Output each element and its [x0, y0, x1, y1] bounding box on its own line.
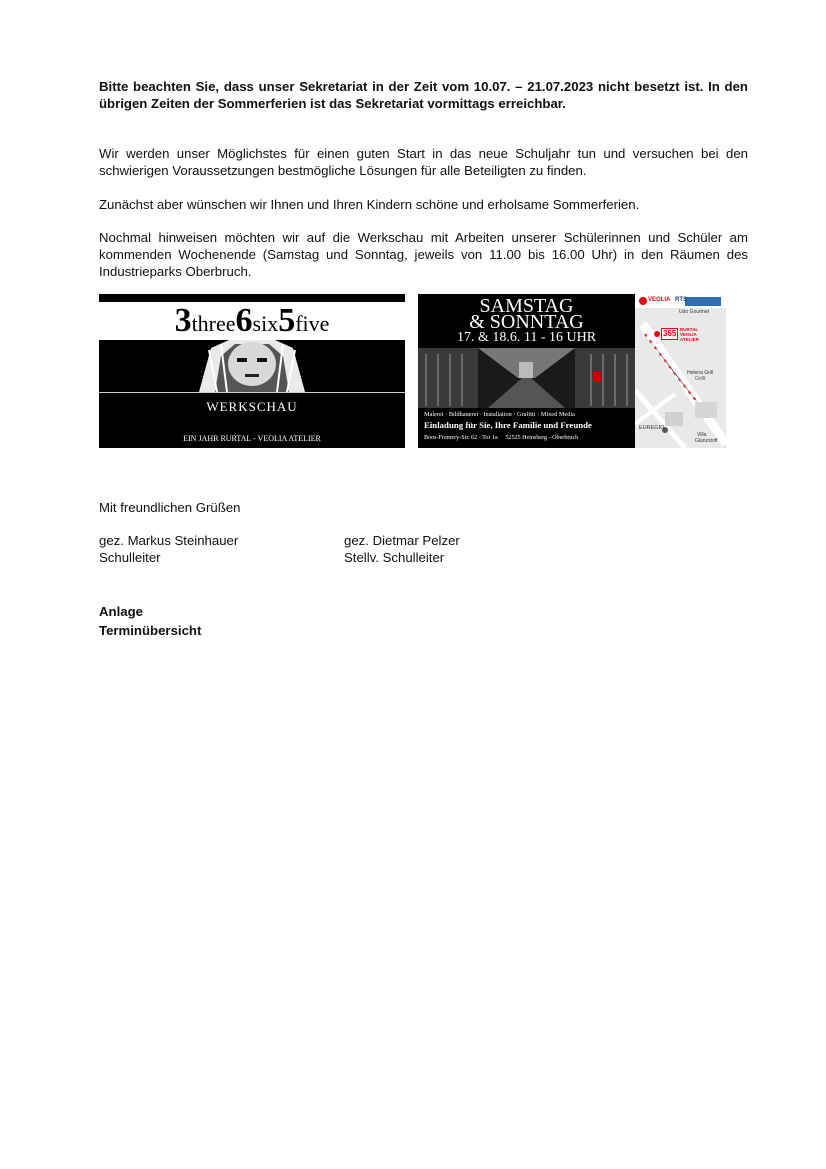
werkschau-subline: EIN JAHR RURTAL - VEOLIA ATELIER — [183, 434, 321, 443]
address-line: Boos-Fremery-Str. 62 · Tor 1a 52525 Heinsberg - Oberbruch — [424, 435, 579, 441]
media-line: Malerei · Bildhauerei · Installation · Grafitti · Mixed Media — [424, 411, 575, 418]
logo-digit-3: 3 — [174, 302, 192, 339]
street-photo — [418, 348, 635, 408]
attachment-label: Anlage — [99, 604, 143, 619]
attachment-title: Terminübersicht — [99, 623, 202, 638]
invitation-line: Einladung für Sie, Ihre Familie und Freunde — [424, 420, 592, 430]
werkschau-paragraph: Nochmal hinweisen möchten wir auf die Werkschau mit Arbeiten unserer Schülerinnen und Schüler am kommenden Wochenende (Samstag und Sonntag, jeweils von 11.00 bis 16.00 Uhr) in den Räumen des Industrieparks Oberbruch. — [99, 230, 748, 279]
logo-digit-6: 6 — [235, 302, 253, 339]
samstag-line: SAMSTAG — [479, 295, 574, 317]
rts-logo-text: RTS — [675, 297, 687, 303]
signature-name-deputy: gez. Dietmar Pelzer — [344, 533, 460, 548]
location-map — [635, 294, 726, 448]
signature-role-deputy: Stellv. Schulleiter — [344, 550, 445, 565]
event-date-line: 17. & 18.6. 11 - 16 UHR — [456, 330, 597, 345]
werkschau-heading: WERKSCHAU — [206, 399, 298, 414]
map-label-glanzstoff: Glanzstoff — [695, 438, 718, 444]
school-year-paragraph: Wir werden unser Möglichstes für einen guten Start in das neue Schuljahr tun und versuchen bei den schwierigen Voraussetzungen bestmögliche Lösungen für alle Beteiligten zu finden. — [99, 146, 748, 178]
portrait-image — [99, 340, 405, 392]
closing-greeting: Mit freundlichen Grüßen — [99, 500, 241, 515]
logo-digit-5: 5 — [278, 302, 296, 339]
map-label-rurtal: RURTAL — [680, 327, 699, 332]
signature-name-principal: gez. Markus Steinhauer — [99, 533, 239, 548]
map-label-udo: Udo Gourmet — [679, 309, 710, 315]
map-label-veolia: VEOLIA — [680, 332, 697, 337]
werkschau-banner-right — [418, 294, 726, 448]
logo-word-five: five — [295, 311, 330, 336]
werkschau-banner-left — [99, 294, 405, 448]
office-closure-notice: Bitte beachten Sie, dass unser Sekretariat in der Zeit vom 10.07. – 21.07.2023 nicht besetzt ist. In den übrigen Zeiten der Sommerferien ist das Sekretariat vormittags erreichbar. — [99, 79, 748, 111]
map-label-euregio: EUREGIO — [639, 425, 665, 431]
map-label-villa: Villa — [697, 432, 707, 438]
banner-logo-strip — [99, 302, 405, 340]
signature-role-principal: Schulleiter — [99, 550, 161, 565]
sonntag-line: & SONNTAG — [469, 311, 584, 333]
map-label-grillt: Grillt — [695, 376, 706, 382]
logo-word-six: six — [252, 311, 279, 336]
veolia-logo-text: VEOLIA — [648, 297, 671, 303]
map-label-atelier: ATELIER — [680, 337, 699, 342]
holiday-wishes-paragraph: Zunächst aber wünschen wir Ihnen und Ihren Kindern schöne und erholsame Sommerferien. — [99, 197, 640, 212]
logo-word-three: three — [191, 311, 236, 336]
banner-white-band — [99, 392, 405, 393]
map-marker-365: 365 — [663, 329, 677, 338]
map-label-helena: Helena Grill — [687, 370, 714, 376]
